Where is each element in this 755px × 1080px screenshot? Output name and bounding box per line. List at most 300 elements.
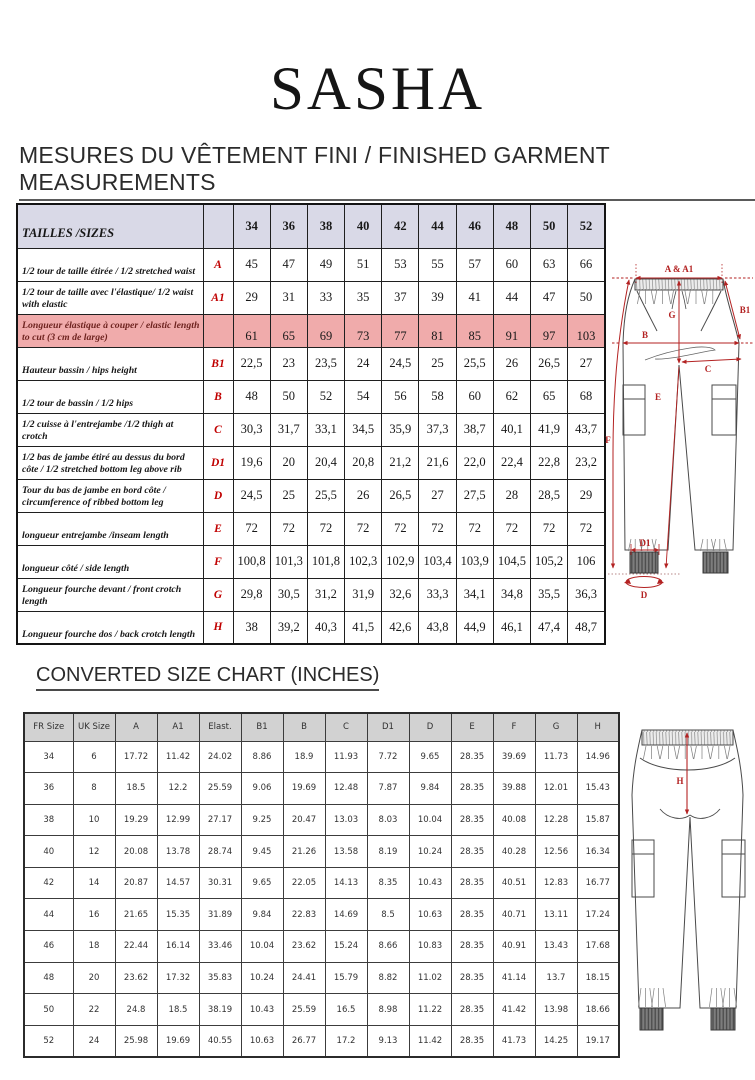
measurement-value: 102,3 [345,545,382,578]
inch-value: 40.51 [493,867,535,899]
size-column-header: 36 [270,204,307,248]
front-label-a-a1: A & A1 [664,264,694,274]
measurement-label: longueur entrejambe /inseam length [17,512,203,545]
inch-value: 12.56 [535,836,577,868]
measurement-row [17,347,605,380]
inch-value: 14.57 [157,867,199,899]
inch-value: 13.58 [325,836,367,868]
inch-value: 13.11 [535,899,577,931]
inch-value: 16.14 [157,931,199,963]
inch-value: 18.15 [577,962,619,994]
inch-value: 23.62 [115,962,157,994]
measurement-value: 41,9 [531,413,568,446]
measurement-value: 72 [382,512,419,545]
inch-value: 25.59 [199,773,241,805]
inch-value: 10.63 [409,899,451,931]
inch-value: 18 [73,931,115,963]
measurement-value: 65 [531,380,568,413]
cm-measurements-table [16,203,606,645]
measurement-value: 66 [568,248,605,281]
inch-size-row [24,773,619,805]
measurement-value: 30,5 [270,578,307,611]
inch-value: 19.69 [157,1025,199,1057]
inch-value: 18.66 [577,994,619,1026]
inch-size-row [24,741,619,773]
inch-value: 31.89 [199,899,241,931]
inch-value: 22.83 [283,899,325,931]
inch-value: 28.74 [199,836,241,868]
measurement-value: 100,8 [233,545,270,578]
inch-value: 9.84 [409,773,451,805]
inch-value: 8.35 [367,867,409,899]
measurement-value: 37 [382,281,419,314]
inch-value: 39.88 [493,773,535,805]
measurement-value: 19,6 [233,446,270,479]
measurement-value: 25,5 [456,347,493,380]
inch-value: 28.35 [451,994,493,1026]
inch-value: 17.72 [115,741,157,773]
measurement-value: 55 [419,248,456,281]
measurement-row [17,248,605,281]
inch-value: 8.66 [367,931,409,963]
measurement-label: 1/2 tour de bassin / 1/2 hips [17,380,203,413]
inch-value: 19.17 [577,1025,619,1057]
measurement-value: 31 [270,281,307,314]
measurement-value: 33,1 [307,413,344,446]
inch-value: 11.22 [409,994,451,1026]
inch-value: 9.84 [241,899,283,931]
inch-value: 20.47 [283,804,325,836]
inch-value: 15.87 [577,804,619,836]
measurement-value: 47 [270,248,307,281]
measurement-value: 20,4 [307,446,344,479]
inch-value: 7.72 [367,741,409,773]
measurement-value: 72 [568,512,605,545]
inch-value: 9.25 [241,804,283,836]
measurement-value: 33,3 [419,578,456,611]
measurement-letter: A1 [203,281,233,314]
inch-value: 15.35 [157,899,199,931]
inch-size-row [24,867,619,899]
measurement-value: 50 [568,281,605,314]
measurement-value: 34,8 [493,578,530,611]
measurement-value: 29,8 [233,578,270,611]
inch-value: 11.93 [325,741,367,773]
measurement-value: 27 [419,479,456,512]
measurement-value: 40,3 [307,611,344,644]
measurement-value: 62 [493,380,530,413]
measurement-value: 43,8 [419,611,456,644]
inch-value: 10.04 [409,804,451,836]
measurement-label: longueur côté / side length [17,545,203,578]
measurement-value: 27,5 [456,479,493,512]
measurement-value: 41,5 [345,611,382,644]
inch-value: 26.77 [283,1025,325,1057]
measurement-value: 60 [456,380,493,413]
measurement-value: 39,2 [270,611,307,644]
measurement-value: 35 [345,281,382,314]
inch-value: 15.43 [577,773,619,805]
cm-table-header-row [17,204,605,248]
inch-value: 10.24 [409,836,451,868]
inch-value: 28.35 [451,1025,493,1057]
inch-value: 16.34 [577,836,619,868]
pants-front-outline [623,279,739,550]
measurement-value: 22,5 [233,347,270,380]
inch-value: 41.14 [493,962,535,994]
measurement-value: 103,4 [419,545,456,578]
sizes-header-label: TAILLES /SIZES [17,204,203,248]
inch-value: 9.45 [241,836,283,868]
inch-column-header: B [283,713,325,741]
inch-value: 14.69 [325,899,367,931]
measurement-value: 23 [270,347,307,380]
inch-value: 14.96 [577,741,619,773]
inch-size-row [24,804,619,836]
front-label-b: B [641,330,649,340]
measurement-value: 51 [345,248,382,281]
inch-value: 24 [73,1025,115,1057]
inch-value: 33.46 [199,931,241,963]
measurement-value: 38 [233,611,270,644]
measurement-value: 46,1 [493,611,530,644]
inch-value: 18.5 [115,773,157,805]
measurement-value: 29 [233,281,270,314]
measurement-value: 28,5 [531,479,568,512]
inch-value: 15.24 [325,931,367,963]
measurement-label: 1/2 tour de taille étirée / 1/2 stretched waist [17,248,203,281]
inch-value: 40.71 [493,899,535,931]
measurement-value: 97 [531,314,568,347]
measurement-value: 58 [419,380,456,413]
inch-value: 12.2 [157,773,199,805]
size-column-header: 42 [382,204,419,248]
measurement-row [17,512,605,545]
measurement-value: 22,4 [493,446,530,479]
inch-column-header: B1 [241,713,283,741]
measurement-letter: E [203,512,233,545]
inch-value: 16 [73,899,115,931]
inch-value: 27.17 [199,804,241,836]
measurement-value: 49 [307,248,344,281]
measurement-value: 106 [568,545,605,578]
measurement-value: 72 [233,512,270,545]
measurement-value: 44 [493,281,530,314]
front-view-pants-diagram [600,253,755,605]
measurement-letter: H [203,611,233,644]
inch-value: 19.29 [115,804,157,836]
inch-value: 25.98 [115,1025,157,1057]
measurement-value: 54 [345,380,382,413]
inch-value: 38.19 [199,994,241,1026]
measurement-letter: B1 [203,347,233,380]
inch-value: 21.65 [115,899,157,931]
size-column-header: 50 [531,204,568,248]
inch-value: 8.98 [367,994,409,1026]
inch-value: 20 [73,962,115,994]
inch-value: 13.43 [535,931,577,963]
inch-value: 8.82 [367,962,409,994]
inch-value: 44 [24,899,73,931]
inch-value: 46 [24,931,73,963]
measurement-row [17,413,605,446]
inch-size-row [24,1025,619,1057]
measurement-value: 101,3 [270,545,307,578]
measurement-label: 1/2 tour de taille avec l'élastique/ 1/2 waist with elastic [17,281,203,314]
inch-value: 17.68 [577,931,619,963]
size-column-header: 46 [456,204,493,248]
measurement-value: 72 [270,512,307,545]
inch-value: 13.98 [535,994,577,1026]
measurement-value: 34,5 [345,413,382,446]
inch-column-header: UK Size [73,713,115,741]
inch-column-header: G [535,713,577,741]
measurement-value: 36,3 [568,578,605,611]
inch-value: 9.65 [241,867,283,899]
measurement-value: 105,2 [531,545,568,578]
measurement-value: 30,3 [233,413,270,446]
measurement-value: 33 [307,281,344,314]
size-column-header: 48 [493,204,530,248]
inch-value: 16.77 [577,867,619,899]
size-column-header: 38 [307,204,344,248]
inch-value: 35.83 [199,962,241,994]
measurement-value: 23,2 [568,446,605,479]
measurement-value: 63 [531,248,568,281]
inch-column-header: H [577,713,619,741]
measurement-value: 26 [493,347,530,380]
inch-value: 14.13 [325,867,367,899]
inch-value: 52 [24,1025,73,1057]
measurement-value: 53 [382,248,419,281]
measurement-value: 72 [345,512,382,545]
inch-value: 6 [73,741,115,773]
inch-value: 13.7 [535,962,577,994]
inch-value: 11.02 [409,962,451,994]
inch-value: 41.73 [493,1025,535,1057]
inch-value: 41.42 [493,994,535,1026]
back-label-h: H [676,776,684,786]
measurement-letter: A [203,248,233,281]
inch-value: 22 [73,994,115,1026]
front-label-d: D [640,590,648,600]
measurement-value: 24,5 [382,347,419,380]
inch-column-header: A [115,713,157,741]
measurement-value: 47 [531,281,568,314]
inch-value: 11.42 [409,1025,451,1057]
elastic-length-row [17,314,605,347]
measurement-row [17,545,605,578]
inch-value: 8.03 [367,804,409,836]
measurement-value: 103,9 [456,545,493,578]
inch-value: 40.91 [493,931,535,963]
inch-value: 40.08 [493,804,535,836]
measurement-value: 68 [568,380,605,413]
inch-value: 17.32 [157,962,199,994]
front-label-d1: D1 [639,538,651,548]
inch-value: 18.9 [283,741,325,773]
inch-value: 13.78 [157,836,199,868]
front-label-g: G [668,310,676,320]
measurement-value: 81 [419,314,456,347]
measurement-label: 1/2 bas de jambe étiré au dessus du bord côte / 1/2 stretched bottom leg above rib [17,446,203,479]
measurement-value: 101,8 [307,545,344,578]
ribbed-cuffs [640,1008,735,1030]
measurement-value: 48,7 [568,611,605,644]
measurement-value: 37,3 [419,413,456,446]
inch-column-header: C [325,713,367,741]
measurement-value: 20 [270,446,307,479]
measurement-letter: C [203,413,233,446]
inch-value: 38 [24,804,73,836]
measurement-letter: B [203,380,233,413]
section-title-converted-size-chart: CONVERTED SIZE CHART (INCHES) [36,664,379,691]
inch-value: 12 [73,836,115,868]
inch-value: 8.19 [367,836,409,868]
measurement-letter: G [203,578,233,611]
inch-value: 39.69 [493,741,535,773]
measurement-value: 26 [345,479,382,512]
inch-value: 28.35 [451,931,493,963]
measurement-row [17,446,605,479]
size-column-header: 34 [233,204,270,248]
inch-column-header: E [451,713,493,741]
measurement-value: 39 [419,281,456,314]
sizes-header-letter-spacer [203,204,233,248]
measurement-value: 45 [233,248,270,281]
inch-value: 48 [24,962,73,994]
measurement-value: 61 [233,314,270,347]
measurement-value: 35,5 [531,578,568,611]
measurement-value: 24,5 [233,479,270,512]
inch-value: 24.02 [199,741,241,773]
measurement-value: 29 [568,479,605,512]
inch-column-header: A1 [157,713,199,741]
inch-value: 20.87 [115,867,157,899]
measurement-value: 22,0 [456,446,493,479]
inch-value: 22.05 [283,867,325,899]
measurement-value: 38,7 [456,413,493,446]
inch-value: 10.63 [241,1025,283,1057]
inch-value: 15.79 [325,962,367,994]
measurement-label: Longueur fourche dos / back crotch length [17,611,203,644]
inch-value: 10.04 [241,931,283,963]
measurement-value: 31,7 [270,413,307,446]
inch-value: 24.41 [283,962,325,994]
inch-value: 12.83 [535,867,577,899]
measurement-value: 25 [419,347,456,380]
measurement-letter: D [203,479,233,512]
inch-value: 11.42 [157,741,199,773]
inch-value: 14.25 [535,1025,577,1057]
inch-table-header-row [24,713,619,741]
inch-value: 20.08 [115,836,157,868]
inch-value: 28.35 [451,836,493,868]
measurement-value: 91 [493,314,530,347]
measurement-value: 21,6 [419,446,456,479]
inch-value: 10.43 [241,994,283,1026]
measurement-value: 77 [382,314,419,347]
inch-value: 7.87 [367,773,409,805]
inch-value: 28.35 [451,899,493,931]
measurement-value: 47,4 [531,611,568,644]
measurement-row [17,611,605,644]
measurement-value: 25 [270,479,307,512]
inch-value: 42 [24,867,73,899]
size-column-header: 40 [345,204,382,248]
measurement-value: 72 [456,512,493,545]
inch-value: 23.62 [283,931,325,963]
inch-value: 10.24 [241,962,283,994]
measurement-value: 31,2 [307,578,344,611]
measurement-value: 27 [568,347,605,380]
inch-value: 10 [73,804,115,836]
inch-size-row [24,994,619,1026]
measurement-row [17,380,605,413]
inch-value: 28.35 [451,741,493,773]
inch-value: 17.24 [577,899,619,931]
measurement-value: 42,6 [382,611,419,644]
measurement-value: 35,9 [382,413,419,446]
inch-value: 34 [24,741,73,773]
measurement-value: 103 [568,314,605,347]
inch-value: 40 [24,836,73,868]
measurement-value: 22,8 [531,446,568,479]
inch-value: 28.35 [451,804,493,836]
inch-value: 50 [24,994,73,1026]
size-column-header: 44 [419,204,456,248]
back-view-pants-diagram [620,700,755,1080]
measurement-value: 43,7 [568,413,605,446]
measurement-value: 50 [270,380,307,413]
inch-value: 28.35 [451,962,493,994]
measurement-row [17,281,605,314]
inch-column-header: D1 [367,713,409,741]
inch-size-row [24,931,619,963]
measurement-value: 65 [270,314,307,347]
measurement-value: 72 [531,512,568,545]
measurement-row [17,479,605,512]
measurement-value: 26,5 [382,479,419,512]
measurement-value: 25,5 [307,479,344,512]
inch-value: 22.44 [115,931,157,963]
inch-value: 9.13 [367,1025,409,1057]
inch-value: 12.01 [535,773,577,805]
inch-value: 16.5 [325,994,367,1026]
measurement-value: 26,5 [531,347,568,380]
ribbed-cuffs [630,552,728,573]
measurement-value: 85 [456,314,493,347]
inch-value: 12.99 [157,804,199,836]
measurement-value: 52 [307,380,344,413]
inch-size-row [24,962,619,994]
inch-value: 19.69 [283,773,325,805]
inch-value: 12.28 [535,804,577,836]
section-title-finished-measurements: MESURES DU VÊTEMENT FINI / FINISHED GARMENT MEASUREMENTS [19,142,755,201]
measurement-value: 20,8 [345,446,382,479]
inch-value: 12.48 [325,773,367,805]
measurement-value: 104,5 [493,545,530,578]
measurement-label: 1/2 cuisse à l'entrejambe /1/2 thigh at crotch [17,413,203,446]
inch-value: 30.31 [199,867,241,899]
measurement-label: Tour du bas de jambe en bord côte / circumference of ribbed bottom leg [17,479,203,512]
measurement-value: 32,6 [382,578,419,611]
inch-value: 14 [73,867,115,899]
size-column-header: 52 [568,204,605,248]
inch-size-row [24,899,619,931]
measurement-value: 23,5 [307,347,344,380]
brand-title: SASHA [269,55,485,123]
